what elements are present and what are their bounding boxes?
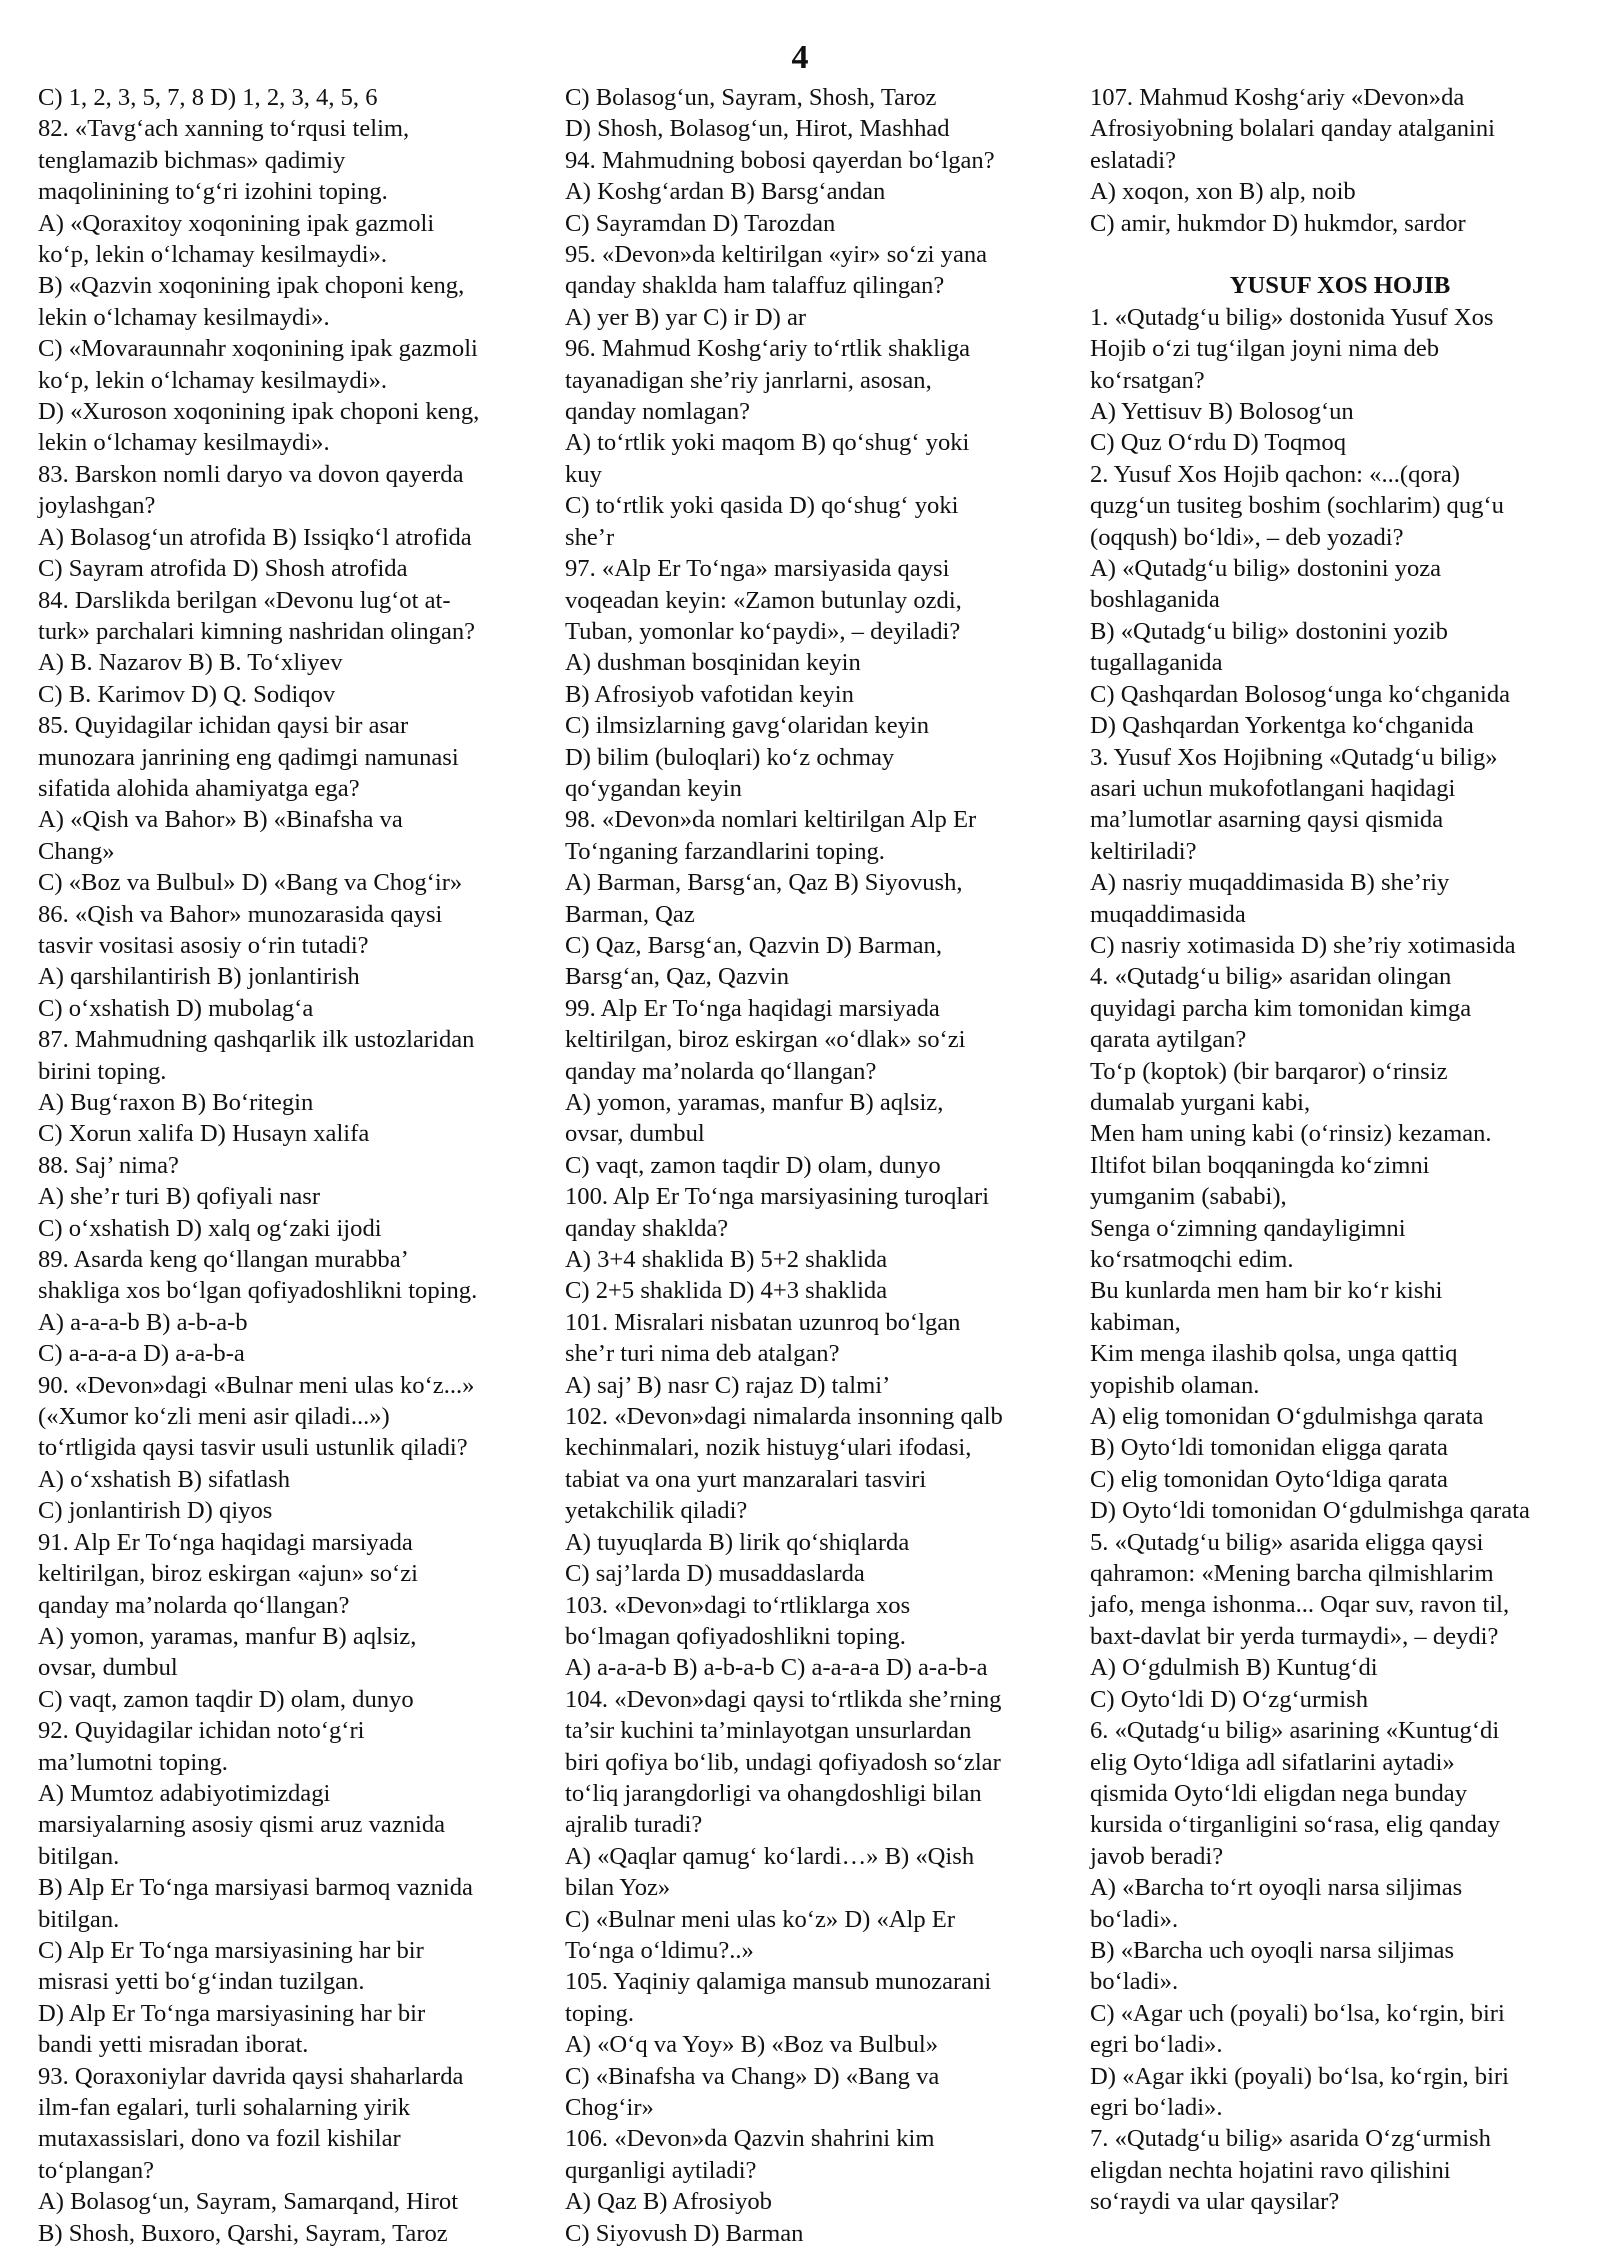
text-line: ovsar, dumbul [565, 1120, 705, 1148]
text-line: C) nasriy xotimasida D) she’riy xotimasida [1090, 931, 1516, 959]
text-line: muqaddimasida [1090, 900, 1246, 928]
text-line: A) Bolasog‘un, Sayram, Samarqand, Hirot [38, 2188, 459, 2216]
text-line: qanday shaklda? [565, 1214, 729, 1242]
text-line: A) Barman, Barsg‘an, Qaz B) Siyovush, [565, 869, 963, 897]
text-line: A) Yettisuv B) Bolosog‘un [1090, 398, 1354, 426]
text-line: birini toping. [38, 1057, 167, 1085]
text-line: qo‘ygandan keyin [565, 774, 742, 802]
text-line [1090, 239, 1590, 270]
text-line: shakliga xos bo‘lgan qofiyadoshlikni toping. [38, 1277, 478, 1305]
text-line: A) «O‘q va Yoy» B) «Boz va Bulbul» [565, 2031, 939, 2059]
text-line: 98. «Devon»da nomlari keltirilgan Alp Er [565, 806, 977, 834]
text-line: 107. Mahmud Koshg‘ariy «Devon»da [1090, 84, 1465, 111]
text-line: qanday ma’nolarda qo‘llangan? [38, 1591, 350, 1619]
text-line: 96. Mahmud Koshg‘ariy to‘rtlik shakliga [565, 335, 971, 363]
text-line: voqeadan keyin: «Zamon butunlay ozdi, [565, 586, 962, 614]
text-line: tasvir vositasi asosiy o‘rin tutadi? [38, 931, 369, 959]
text-line: D) Alp Er To‘nga marsiyasining har bir [38, 1999, 426, 2027]
text-line: A) dushman bosqinidan keyin [565, 649, 861, 677]
text-line: 104. «Devon»dagi qaysi to‘rtlikda she’rning [565, 1685, 1002, 1713]
text-line: A) a-a-a-b B) a-b-a-b C) a-a-a-a D) a-a-b-a [565, 1654, 988, 1682]
text-line: tugallaganida [1090, 649, 1223, 677]
text-line: («Xumor ko‘zli meni asir qiladi...») [38, 1403, 390, 1431]
text-line: Barman, Qaz [565, 900, 695, 928]
text-line: maqolinining to‘g‘ri izohini toping. [38, 178, 388, 206]
text-line: 87. Mahmudning qashqarlik ilk ustozlaridan [38, 1026, 475, 1054]
text-line: C) saj’larda D) musaddaslarda [565, 1560, 865, 1588]
text-line: mutaxassislari, dono va fozil kishilar [38, 2125, 401, 2153]
text-line: C) Quz O‘rdu D) Toqmoq [1090, 429, 1347, 457]
text-line: kabiman, [1090, 1308, 1181, 1336]
text-line: A) O‘gdulmish B) Kuntug‘di [1090, 1654, 1378, 1682]
text-line: 6. «Qutadg‘u bilig» asarining «Kuntug‘di [1090, 1717, 1500, 1745]
text-line: bandi yetti misradan iborat. [38, 2031, 309, 2059]
text-line: kuy [565, 460, 602, 488]
text-line: asari uchun mukofotlangani haqidagi [1090, 774, 1456, 802]
text-column-middle [565, 82, 1065, 2249]
text-line: A) tuyuqlarda B) lirik qo‘shiqlarda [565, 1528, 910, 1556]
text-line: 105. Yaqiniy qalamiga mansub munozarani [565, 1968, 992, 1996]
text-line: qarata aytilgan? [1090, 1026, 1247, 1054]
text-line: C) 2+5 shaklida D) 4+3 shaklida [565, 1277, 888, 1305]
text-line: A) «Qish va Bahor» B) «Binafsha va [38, 806, 403, 834]
text-line: 88. Saj’ nima? [38, 1151, 179, 1179]
text-line: 1. «Qutadg‘u bilig» dostonida Yusuf Xos [1090, 303, 1494, 331]
text-line: 82. «Tavg‘ach xanning to‘rqusi telim, [38, 115, 410, 143]
text-line: C) B. Karimov D) Q. Sodiqov [38, 680, 336, 708]
text-line: javob beradi? [1090, 1842, 1224, 1870]
text-line: dumalab yurgani kabi, [1090, 1088, 1311, 1116]
text-line: 85. Quyidagilar ichidan qaysi bir asar [38, 712, 409, 740]
text-line: qanday ma’nolarda qo‘llangan? [565, 1057, 877, 1085]
text-line: 99. Alp Er To‘nga haqidagi marsiyada [565, 994, 940, 1022]
text-line: yopishib olaman. [1090, 1371, 1260, 1399]
text-line: keltiriladi? [1090, 837, 1197, 865]
text-line: quzg‘un tusiteg boshim (sochlarim) qug‘u [1090, 492, 1504, 520]
text-line: jafo, menga ishonma... Oqar suv, ravon til, [1090, 1591, 1510, 1619]
text-line: bitilgan. [38, 1905, 120, 1933]
text-line: lekin o‘lchamay kesilmaydi». [38, 429, 330, 457]
text-line: A) «Barcha to‘rt oyoqli narsa siljimas [1090, 1874, 1463, 1902]
text-line: lekin o‘lchamay kesilmaydi». [38, 303, 330, 331]
text-line: 83. Barskon nomli daryo va dovon qayerda [38, 460, 464, 488]
text-line: marsiyalarning asosiy qismi aruz vaznida [38, 1811, 446, 1839]
text-line: 90. «Devon»dagi «Bulnar meni ulas ko‘z...» [38, 1371, 475, 1399]
text-line: C) o‘xshatish D) mubolag‘a [38, 994, 314, 1022]
text-line: C) jonlantirish D) qiyos [38, 1497, 273, 1525]
text-line: A) «Qutadg‘u bilig» dostonini yoza [1090, 555, 1442, 583]
text-line: ma’lumotni toping. [38, 1748, 228, 1776]
text-line: To‘p (koptok) (bir barqaror) o‘rinsiz [1090, 1057, 1448, 1085]
text-line: (oqqush) bo‘ldi», – deb yozadi? [1090, 523, 1404, 551]
text-line: qurganligi aytiladi? [565, 2156, 757, 2184]
text-line: 84. Darslikda berilgan «Devonu lug‘ot at- [38, 586, 451, 614]
text-line: kursida o‘tirganligini so‘rasa, elig qanday [1090, 1811, 1501, 1839]
text-line: Senga o‘zimning qandayligimni [1090, 1214, 1406, 1242]
text-line: 5. «Qutadg‘u bilig» asarida eligga qaysi [1090, 1528, 1484, 1556]
text-line: misrasi yetti bo‘g‘indan tuzilgan. [38, 1968, 365, 1996]
text-line: 92. Quyidagilar ichidan noto‘g‘ri [38, 1717, 365, 1745]
text-line: tabiat va ona yurt manzaralari tasviri [565, 1465, 927, 1493]
text-line: bitilgan. [38, 1842, 120, 1870]
text-line: A) she’r turi B) qofiyali nasr [38, 1183, 321, 1211]
text-line: munozara janrining eng qadimgi namunasi [38, 743, 459, 771]
text-line: 106. «Devon»da Qazvin shahrini kim [565, 2125, 935, 2153]
text-line: to‘plangan? [38, 2156, 155, 2184]
text-line: A) qarshilantirish B) jonlantirish [38, 963, 360, 991]
text-line: bo‘lmagan qofiyadoshlikni toping. [565, 1622, 906, 1650]
text-line: 2. Yusuf Xos Hojib qachon: «...(qora) [1090, 460, 1460, 488]
text-line: egri bo‘ladi». [1090, 2031, 1223, 2059]
text-line: 102. «Devon»dagi nimalarda insonning qalb [565, 1403, 1003, 1431]
text-line: turk» parchalari kimning nashridan olingan? [38, 617, 476, 645]
text-line: 3. Yusuf Xos Hojibning «Qutadg‘u bilig» [1090, 743, 1498, 771]
text-line: C) 1, 2, 3, 5, 7, 8 D) 1, 2, 3, 4, 5, 6 [38, 84, 378, 111]
text-line: 93. Qoraxoniylar davrida qaysi shaharlarda [38, 2062, 464, 2090]
text-line: To‘nga o‘ldimu?..» [565, 1936, 754, 1964]
page-number: 4 [791, 39, 809, 76]
text-line: B) Oyto‘ldi tomonidan eligga qarata [1090, 1434, 1448, 1462]
text-line: Iltifot bilan boqqaningda ko‘zimni [1090, 1151, 1430, 1179]
text-line: 94. Mahmudning bobosi qayerdan bo‘lgan? [565, 146, 995, 174]
text-line: eslatadi? [1090, 146, 1177, 174]
text-line: to‘liq jarangdorligi va ohangdoshligi bilan [565, 1779, 982, 1807]
text-column-left [38, 82, 538, 2249]
text-line: C) Sayram atrofida D) Shosh atrofida [38, 555, 408, 583]
text-line: A) yomon, yaramas, manfur B) aqlsiz, [38, 1622, 417, 1650]
text-line: C) Oyto‘ldi D) O‘zg‘urmish [1090, 1685, 1369, 1713]
text-line: C) Xorun xalifa D) Husayn xalifa [38, 1120, 370, 1148]
text-line: A) Bolasog‘un atrofida B) Issiqko‘l atrofida [38, 523, 472, 551]
text-line: C) amir, hukmdor D) hukmdor, sardor [1090, 209, 1466, 237]
text-line: she’r [565, 523, 615, 551]
text-line: C) Bolasog‘un, Sayram, Shosh, Taroz [565, 84, 937, 111]
text-line: D) «Xuroson xoqonining ipak choponi keng, [38, 398, 480, 426]
text-line: C) elig tomonidan Oyto‘ldiga qarata [1090, 1465, 1448, 1493]
text-line: A) o‘xshatish B) sifatlash [38, 1465, 291, 1493]
text-line: 103. «Devon»dagi to‘rtliklarga xos [565, 1591, 911, 1619]
text-line: C) Alp Er To‘nga marsiyasining har bir [38, 1936, 424, 1964]
text-line: Kim menga ilashib qolsa, unga qattiq [1090, 1340, 1458, 1368]
text-line: B) «Barcha uch oyoqli narsa siljimas [1090, 1936, 1455, 1964]
text-line: D) Oyto‘ldi tomonidan O‘gdulmishga qarata [1090, 1497, 1530, 1525]
text-line: qahramon: «Mening barcha qilmishlarim [1090, 1560, 1494, 1588]
text-line: C) Siyovush D) Barman [565, 2219, 804, 2247]
text-line: egri bo‘ladi». [1090, 2093, 1223, 2121]
text-line: qanday nomlagan? [565, 398, 751, 426]
text-line: A) Bug‘raxon B) Bo‘ritegin [38, 1089, 314, 1116]
text-line: biri qofiya bo‘lib, undagi qofiyadosh so‘zlar [565, 1748, 1001, 1776]
text-line: C) Qaz, Barsg‘an, Qazvin D) Barman, [565, 931, 942, 959]
text-line: Tuban, yomonlar ko‘paydi», – deyiladi? [565, 617, 961, 645]
text-line: A) «Qaqlar qamug‘ ko‘lardi…» B) «Qish [565, 1842, 975, 1870]
text-line: A) yer B) yar C) ir D) ar [565, 303, 807, 331]
text-line: 86. «Qish va Bahor» munozarasida qaysi [38, 900, 443, 928]
text-line: C) «Boz va Bulbul» D) «Bang va Chog‘ir» [38, 869, 463, 897]
text-line: qismida Oyto‘ldi eligdan nega bunday [1090, 1779, 1468, 1807]
text-line: tenglamazib bichmas» qadimiy [38, 146, 346, 174]
text-line: qanday shaklda ham talaffuz qilingan? [565, 272, 945, 300]
text-line: 7. «Qutadg‘u bilig» asarida O‘zg‘urmish [1090, 2125, 1491, 2153]
text-line: Men ham uning kabi (o‘rinsiz) kezaman. [1090, 1120, 1492, 1148]
text-line: keltirilgan, biroz eskirgan «ajun» so‘zi [38, 1560, 418, 1588]
text-line: Chog‘ir» [565, 2094, 654, 2121]
text-line: C) ilmsizlarning gavg‘olaridan keyin [565, 712, 930, 740]
text-line: tayanadigan she’riy janrlarni, asosan, [565, 366, 932, 394]
text-line: B) Afrosiyob vafotidan keyin [565, 680, 854, 708]
text-line: ko‘rsatmoqchi edim. [1090, 1246, 1294, 1274]
text-line: C) to‘rtlik yoki qasida D) qo‘shug‘ yoki [565, 492, 959, 520]
text-line: so‘raydi va ular qaysilar? [1090, 2188, 1340, 2216]
text-line: ilm-fan egalari, turli sohalarning yirik [38, 2094, 411, 2121]
text-line: C) vaqt, zamon taqdir D) olam, dunyo [38, 1685, 414, 1713]
text-line: keltirilgan, biroz eskirgan «o‘dlak» so‘zi [565, 1026, 966, 1054]
text-line: bo‘ladi». [1090, 1905, 1179, 1933]
text-line: elig Oyto‘ldiga adl sifatlarini aytadi» [1090, 1748, 1455, 1776]
text-line: ko‘p, lekin o‘lchamay kesilmaydi». [38, 366, 388, 394]
text-line: Hojib o‘zi tug‘ilgan joyni nima deb [1090, 335, 1440, 363]
text-line: she’r turi nima deb atalgan? [565, 1340, 840, 1368]
text-line: A) Qaz B) Afrosiyob [565, 2188, 772, 2216]
text-line: quyidagi parcha kim tomonidan kimga [1090, 994, 1472, 1022]
text-line: C) «Movaraunnahr xoqonining ipak gazmoli [38, 335, 478, 363]
text-line: To‘nganing farzandlarini toping. [565, 837, 885, 865]
text-line: 4. «Qutadg‘u bilig» asaridan olingan [1090, 963, 1452, 991]
text-line: Chang» [38, 837, 115, 865]
text-line: ovsar, dumbul [38, 1654, 178, 1682]
text-line: C) vaqt, zamon taqdir D) olam, dunyo [565, 1151, 941, 1179]
text-line: D) bilim (buloqlari) ko‘z ochmay [565, 743, 895, 771]
text-line: 101. Misralari nisbatan uzunroq bo‘lgan [565, 1308, 961, 1336]
text-line: bo‘ladi». [1090, 1968, 1179, 1996]
text-line: C) Qashqardan Bolosog‘unga ko‘chganida [1090, 680, 1511, 708]
text-line: C) «Binafsha va Chang» D) «Bang va [565, 2062, 940, 2090]
text-line: Bu kunlarda men ham bir ko‘r kishi [1090, 1277, 1443, 1305]
text-line: 91. Alp Er To‘nga haqidagi marsiyada [38, 1528, 413, 1556]
text-line: B) Alp Er To‘nga marsiyasi barmoq vaznida [38, 1874, 473, 1902]
text-line: A) yomon, yaramas, manfur B) aqlsiz, [565, 1089, 944, 1116]
text-line: ko‘p, lekin o‘lchamay kesilmaydi». [38, 241, 388, 269]
text-line: C) Sayramdan D) Tarozdan [565, 209, 836, 237]
text-line: A) a-a-a-b B) a-b-a-b [38, 1308, 248, 1336]
text-line: joylashgan? [38, 492, 156, 520]
text-line: A) saj’ B) nasr C) rajaz D) talmi’ [565, 1371, 891, 1399]
text-line: bilan Yoz» [565, 1874, 671, 1902]
text-line: A) 3+4 shaklida B) 5+2 shaklida [565, 1246, 888, 1274]
text-line: 100. Alp Er To‘nga marsiyasining turoqlari [565, 1183, 990, 1211]
text-line: A) Mumtoz adabiyotimizdagi [38, 1779, 331, 1807]
text-line: C) «Bulnar meni ulas ko‘z» D) «Alp Er [565, 1905, 956, 1933]
text-line: C) o‘xshatish D) xalq og‘zaki ijodi [38, 1214, 382, 1242]
text-line: boshlaganida [1090, 586, 1220, 614]
section-heading: YUSUF XOS HOJIB [1229, 272, 1451, 300]
text-line: 97. «Alp Er To‘nga» marsiyasida qaysi [565, 555, 950, 583]
text-line: A) B. Nazarov B) B. To‘xliyev [38, 649, 343, 677]
text-line: A) Koshg‘ardan B) Barsg‘andan [565, 178, 886, 206]
text-line: Afrosiyobning bolalari qanday atalganini [1090, 115, 1496, 143]
text-line: baxt-davlat bir yerda turmaydi», – deydi? [1090, 1622, 1499, 1650]
text-line: yetakchilik qiladi? [565, 1497, 748, 1525]
text-line: A) «Qoraxitoy xoqonining ipak gazmoli [38, 209, 435, 237]
text-line: Barsg‘an, Qaz, Qazvin [565, 963, 789, 991]
text-line: A) xoqon, xon B) alp, noib [1090, 178, 1356, 206]
text-line: sifatida alohida ahamiyatga ega? [38, 774, 360, 802]
text-line: A) nasriy muqaddimasida B) she’riy [1090, 869, 1450, 897]
text-line: yumganim (sababi), [1090, 1183, 1287, 1211]
text-line: B) «Qazvin xoqonining ipak choponi keng, [38, 272, 465, 300]
text-line: D) «Agar ikki (poyali) bo‘lsa, ko‘rgin, biri [1090, 2062, 1509, 2090]
text-line: B) Shosh, Buxoro, Qarshi, Sayram, Taroz [38, 2219, 448, 2247]
text-line: 89. Asarda keng qo‘llangan murabba’ [38, 1246, 409, 1274]
text-line: to‘rtligida qaysi tasvir usuli ustunlik qiladi? [38, 1434, 468, 1462]
text-line: C) «Agar uch (poyali) bo‘lsa, ko‘rgin, biri [1090, 1999, 1505, 2027]
text-line: A) elig tomonidan O‘gdulmishga qarata [1090, 1403, 1484, 1431]
text-column-right [1090, 82, 1590, 2218]
text-line: D) Shosh, Bolasog‘un, Hirot, Mashhad [565, 115, 950, 143]
text-line: ko‘rsatgan? [1090, 366, 1205, 394]
text-line: kechinmalari, nozik histuyg‘ulari ifodasi, [565, 1434, 972, 1462]
text-line: ta’sir kuchini ta’minlayotgan unsurlardan [565, 1717, 972, 1745]
text-line: A) to‘rtlik yoki maqom B) qo‘shug‘ yoki [565, 429, 970, 457]
text-line: B) «Qutadg‘u bilig» dostonini yozib [1090, 617, 1448, 645]
text-line: ajralib turadi? [565, 1811, 703, 1839]
text-line: D) Qashqardan Yorkentga ko‘chganida [1090, 712, 1474, 740]
text-line: ma’lumotlar asarning qaysi qismida [1090, 806, 1444, 834]
text-line: eligdan nechta hojatini ravo qilishini [1090, 2156, 1451, 2184]
text-line: C) a-a-a-a D) a-a-b-a [38, 1340, 245, 1368]
text-line: toping. [565, 1999, 635, 2027]
text-line: 95. «Devon»da keltirilgan «yir» so‘zi yana [565, 241, 988, 269]
